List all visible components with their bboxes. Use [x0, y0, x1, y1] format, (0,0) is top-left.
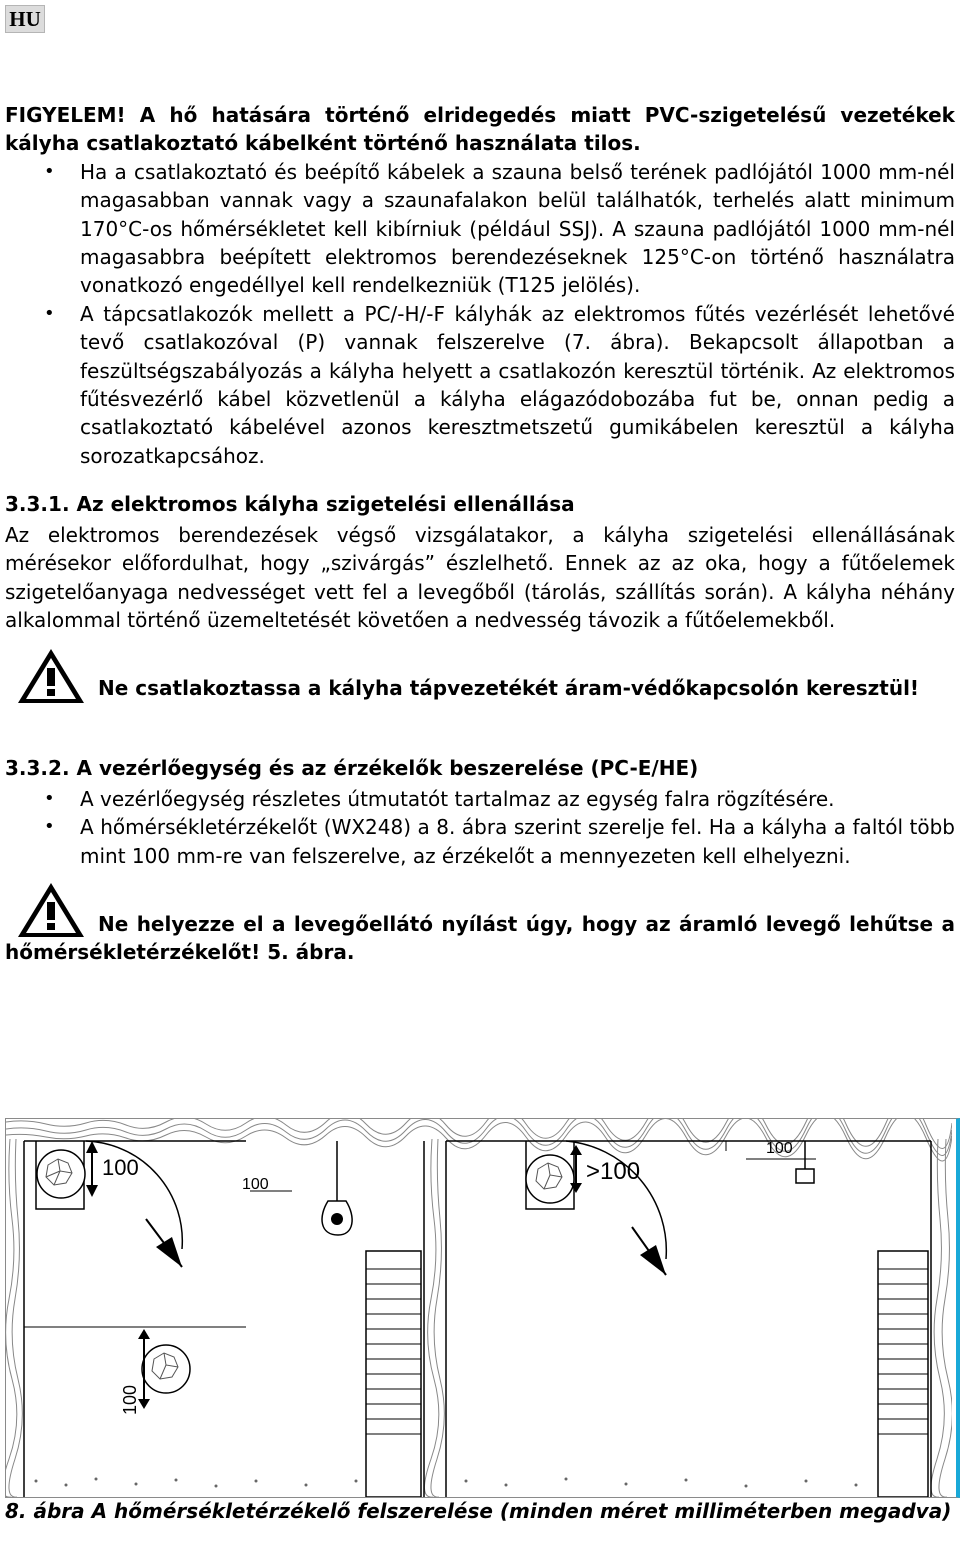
dim-label: 100 — [102, 1155, 139, 1180]
section-heading-331 — [5, 490, 955, 518]
section-number: 3.3.2. — [5, 756, 70, 781]
list-item: • A vezérlőegység részletes útmutatót tartalmaz az egység falra rögzítésére. — [5, 785, 955, 813]
warning-text-1: Ne csatlakoztassa a kályha tápvezetékét áram-védőkapcsolón keresztül! — [98, 676, 920, 701]
warning-text: A hő hatására történő elridegedés miatt PVC-szigetelésű vezetékek kályha csatlakoztató kábelként történő használata tilos. — [5, 103, 955, 156]
warning-block-2 — [5, 880, 955, 966]
figure-drawing — [6, 1119, 952, 1497]
list-item: • A tápcsatlakozók mellett a PC/-H/-F kályhák az elektromos fűtés vezérlését lehetővé tevő csatlakozóval (P) vannak felszerelve (7. ábra). Bekapcsolt állapotban a feszültségszabályozás a kályha helyett a csatlakozón keresztül történik. Az elektromos fűtésvezérlő kábel közvetlenül a kályha elágazódobozába fut be, onnan pedig a csatlakoztató kábelével azonos keresztmetszetű gumikábelen keresztül a kályha sorozatkapcsához. — [5, 300, 955, 470]
installation-figure — [5, 1118, 960, 1498]
section-number: 3.3.1. — [5, 492, 70, 517]
dim-label: >100 — [586, 1158, 641, 1185]
section-title: A vezérlőegység és az érzékelők beszerelése (PC-E/HE) — [69, 756, 699, 781]
bullet-list-1 — [5, 158, 955, 470]
warning-label: FIGYELEM! — [5, 103, 126, 127]
figure-caption: 8. ábra A hőmérsékletérzékelő felszerelése (minden méret milliméterben megadva) — [5, 1499, 952, 1523]
section-331-body: Az elektromos berendezések végső vizsgálatakor, a kályha szigetelési ellenállásának mérésekor előfordulhat, hogy „szivárgás” észlelhető. Ennek az az oka, hogy a fűtőelemek szigetelőanyaga nedvességet vett fel a levegőből (tárolás, szállítás során). A kályha néhány alkalommal történő üzemeltetését követően a nedvesség távozik a fűtőelemekből. — [5, 522, 955, 632]
dim-label: 100 — [242, 1176, 269, 1193]
dim-label: 100 — [766, 1140, 793, 1157]
list-item: • Ha a csatlakoztató és beépítő kábelek a szauna belső terének padlójától 1000 mm-nél magasabban vannak vagy a szaunafalakon belül találhatók, terhelés alatt minimum 170°C-os hőmérsékletet kell kibírniuk (például SSJ). A szauna padlójától 1000 mm-nél magasabbra beépített elektromos berendezéseknek 125°C-on történő használatra vonatkozó engedéllyel kell rendelkezniük (T125 jelölés). — [5, 158, 955, 300]
warning-text-2: Ne helyezze el a levegőellátó nyílást úgy, hogy az áramló levegő lehűtse a hőmérsékletérzékelőt! 5. ábra. — [5, 911, 955, 965]
bullet-list-2 — [5, 785, 955, 870]
intro-warning — [5, 101, 955, 158]
dim-label: 100 — [120, 1384, 140, 1415]
language-badge: HU — [5, 5, 45, 33]
list-item: • A hőmérsékletérzékelőt (WX248) a 8. ábra szerint szerelje fel. Ha a kályha a faltól több mint 100 mm-re van felszerelve, az érzékelőt a mennyezeten kell elhelyezni. — [5, 813, 955, 870]
section-title: Az elektromos kályha szigetelési ellenállása — [69, 492, 575, 517]
page-content — [5, 101, 955, 966]
section-heading-332 — [5, 754, 955, 782]
warning-block-1 — [5, 646, 955, 732]
